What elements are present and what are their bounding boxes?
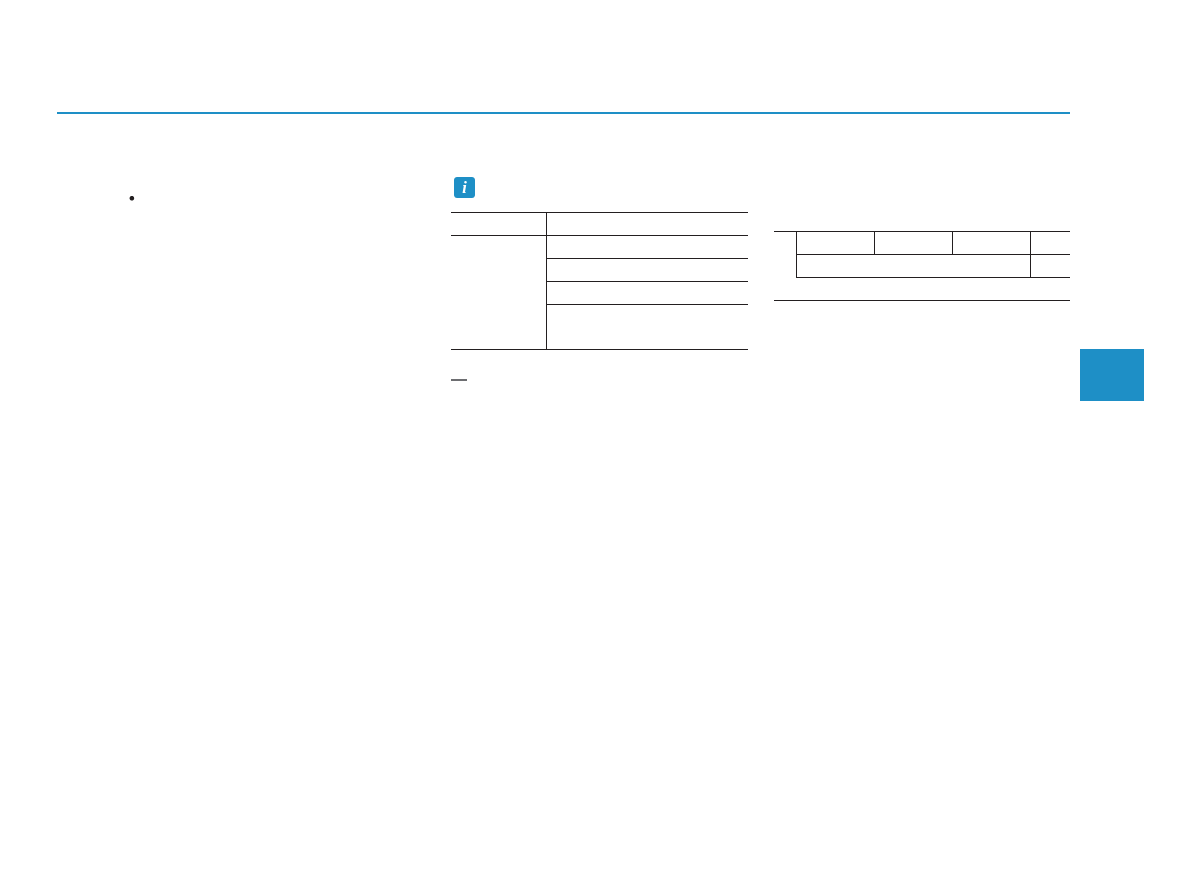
wav-label xyxy=(797,278,1071,301)
middle-column xyxy=(451,158,748,396)
column-header xyxy=(797,232,875,255)
table-row xyxy=(451,236,748,259)
table-row xyxy=(451,213,748,236)
bitrate-table xyxy=(774,231,1070,301)
format-value xyxy=(547,259,749,282)
format-group-label xyxy=(451,236,547,350)
column-header xyxy=(953,232,1031,255)
wma-sub-label xyxy=(1031,255,1070,278)
note-badge xyxy=(451,379,467,381)
info-header xyxy=(451,177,748,201)
chapter-tab xyxy=(1080,349,1144,401)
header-rule xyxy=(57,112,1070,114)
info-icon: i xyxy=(454,177,475,198)
table-header-row xyxy=(774,232,1070,255)
format-label xyxy=(451,213,547,236)
layer-label xyxy=(797,255,1031,278)
left-column xyxy=(129,163,425,190)
column-header xyxy=(1031,232,1070,255)
table-subheader-row xyxy=(774,255,1070,278)
wav-label-row xyxy=(774,278,1070,301)
right-column xyxy=(774,163,1070,167)
format-value xyxy=(547,213,749,236)
audio-formats-table xyxy=(451,212,748,350)
axis-label-cell xyxy=(774,232,797,301)
format-value xyxy=(547,282,749,305)
format-value xyxy=(547,236,749,259)
column-header xyxy=(875,232,953,255)
format-value xyxy=(547,305,749,350)
